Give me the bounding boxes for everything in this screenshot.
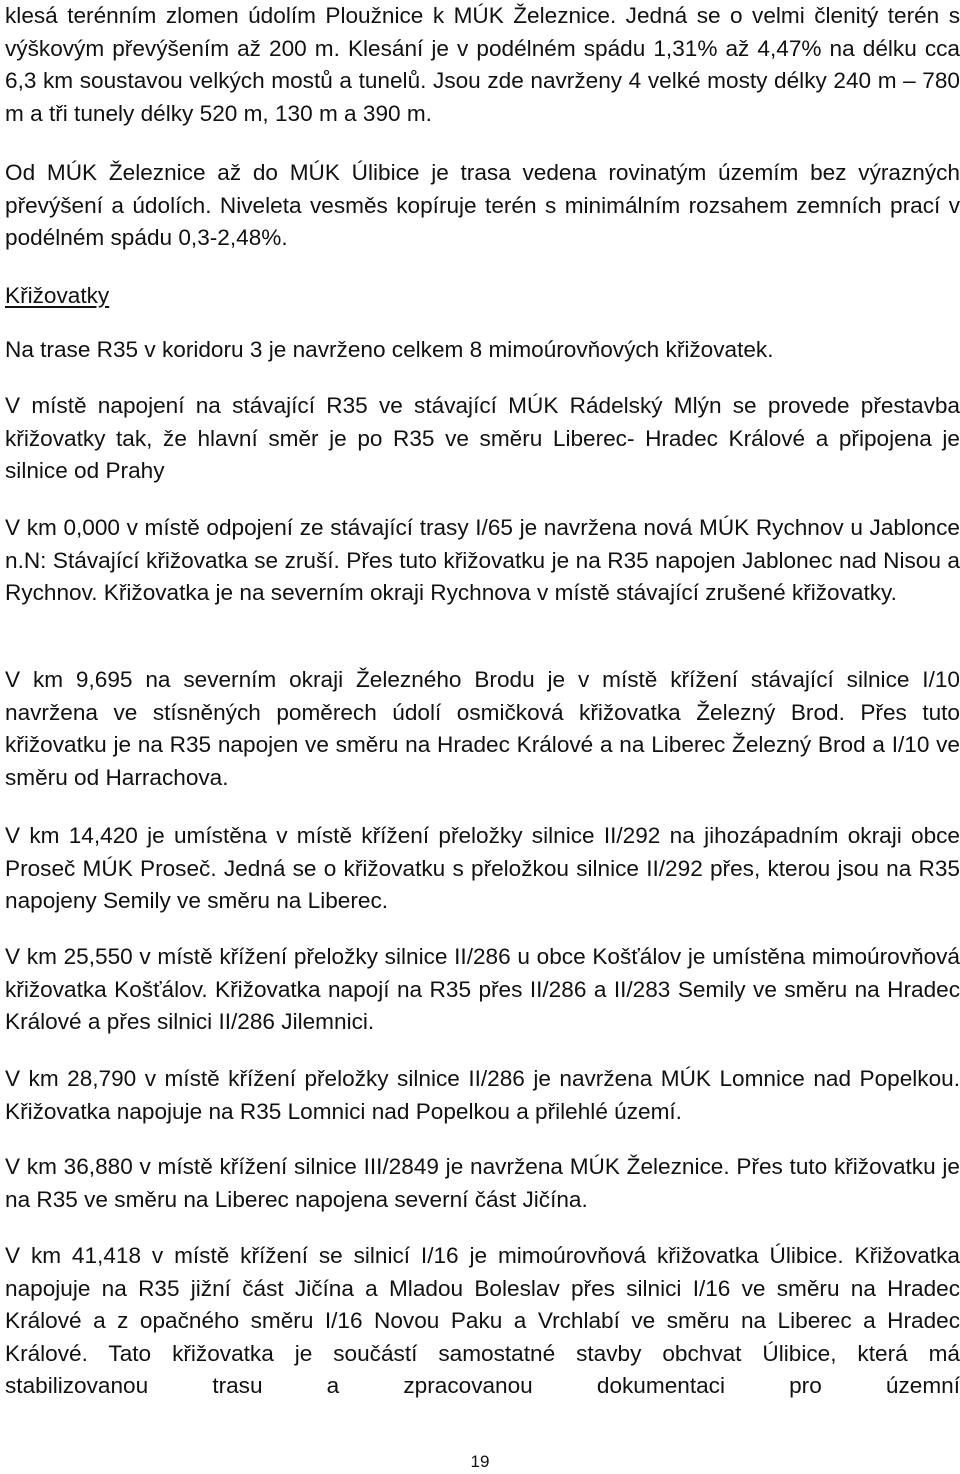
section-heading-intersections: Křižovatky — [5, 283, 110, 308]
paragraph-radelsky-mlyn: V místě napojení na stávající R35 ve stávající MÚK Rádelský Mlýn se provede přestavba křižovatky tak, že hlavní směr je po R35 ve směru Liberec- Hradec Králové a připojena je silnice od Prahy — [5, 393, 960, 483]
paragraph-ulibice: V km 41,418 v místě křížení se silnicí I/16 je mimoúrovňová křižovatka Úlibice. Křižovatka napojuje na R35 jižní část Jičína a Mladou Boleslav přes silnici I/16 ve směru na Hradec Králové a z opačného směru I/16 Novou Paku a Vrchlabí ve směru na Liberec a Hradec Králové. Tato křižovatka je součástí samostatné stavby obchvat Úlibice, která má stabilizovanou trasu a zpracovanou dokumentaci pro územní — [5, 1243, 960, 1398]
page-number: 19 — [470, 1452, 490, 1471]
paragraph-prosec: V km 14,420 je umístěna v místě křížení přeložky silnice II/292 na jihozápadním okraji obce Proseč MÚK Proseč. Jedná se o křižovatku s přeložkou silnice II/292 přes, kterou jsou na R35 napojeny Semily ve směru na Liberec. — [5, 823, 960, 913]
paragraph-kostalov: V km 25,550 v místě křížení přeložky silnice II/286 u obce Košťálov je umístěna mimoúrovňová křižovatka Košťálov. Křižovatka napojí na R35 přes II/286 a II/283 Semily ve směru na Hradec Králové a přes silnici II/286 Jilemnici. — [5, 944, 960, 1034]
paragraph-rychnov: V km 0,000 v místě odpojení ze stávající trasy I/65 je navržena nová MÚK Rychnov u Jablonce n.N: Stávající křižovatka se zruší. Přes tuto křižovatku je na R35 napojen Jablonec nad Nisou a Rychnov. Křižovatka je na severním okraji Rychnova v místě stávající zrušené křižovatky. — [5, 515, 960, 605]
paragraph-intersections-count: Na trase R35 v koridoru 3 je navrženo celkem 8 mimoúrovňových křižovatek. — [5, 337, 774, 362]
paragraph-zeleznice: V km 36,880 v místě křížení silnice III/2849 je navržena MÚK Železnice. Přes tuto křižovatku je na R35 ve směru na Liberec napojena severní část Jičína. — [5, 1154, 960, 1212]
paragraph-terrain-descent: klesá terénním zlomen údolím Ploužnice k MÚK Železnice. Jedná se o velmi členitý terén s výškovým převýšením až 200 m. Klesání je v podélném spádu 1,31% až 4,47% na délku cca 6,3 km soustavou velkých mostů a tunelů. Jsou zde navrženy 4 velké mosty délky 240 m – 780 m a tři tunely délky 520 m, 130 m a 390 m. — [5, 3, 960, 126]
paragraph-flat-terrain: Od MÚK Železnice až do MÚK Úlibice je trasa vedena rovinatým územím bez výrazných převýšení a údolích. Niveleta vesměs kopíruje terén s minimálním rozsahem zemních prací v podélném spádu 0,3-2,48%. — [5, 160, 960, 250]
paragraph-zelezny-brod: V km 9,695 na severním okraji Železného Brodu je v místě křížení stávající silnice I/10 navržena ve stísněných poměrech údolí osmičková křižovatka Železný Brod. Přes tuto křižovatku je na R35 napojen ve směru na Hradec Králové a na Liberec Železný Brod a I/10 ve směru od Harrachova. — [5, 667, 960, 790]
paragraph-lomnice: V km 28,790 v místě křížení přeložky silnice II/286 je navržena MÚK Lomnice nad Popelkou. Křižovatka napojuje na R35 Lomnici nad Popelkou a přilehlé území. — [5, 1066, 960, 1124]
